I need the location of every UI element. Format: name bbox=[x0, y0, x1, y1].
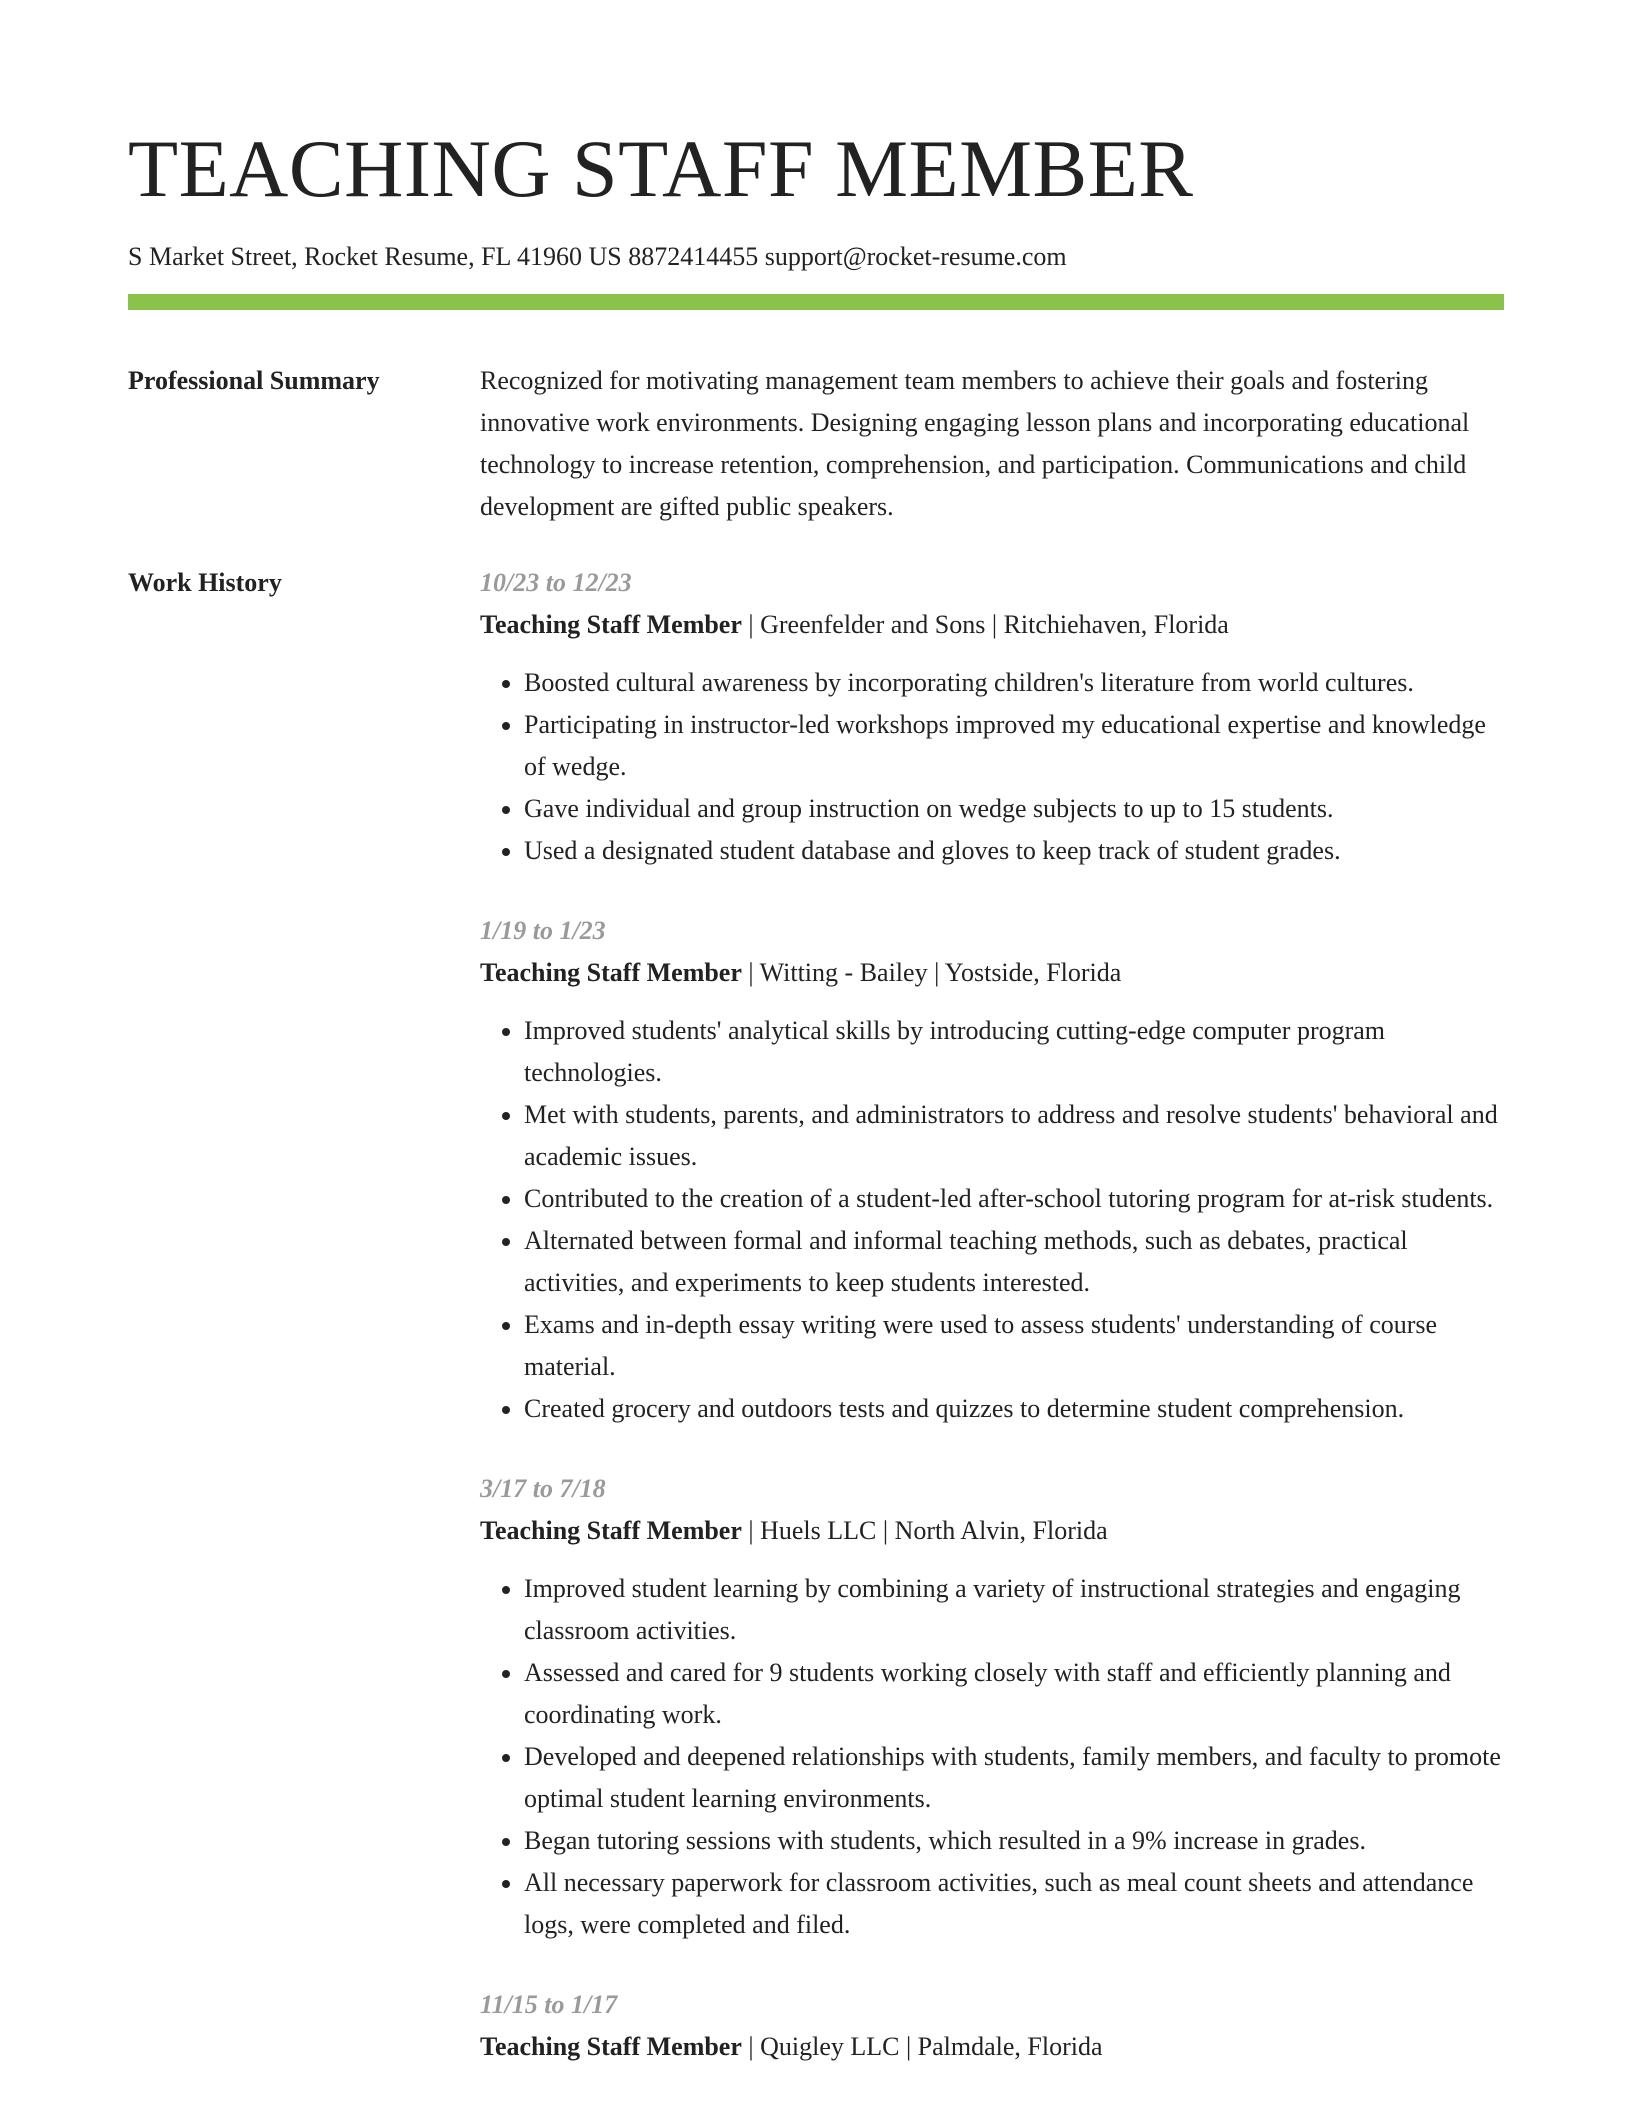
job-bullet: • Met with students, parents, and administrators to address and resolve students' behavioral and academic issues. bbox=[524, 1094, 1504, 1178]
header-accent-rule bbox=[128, 294, 1504, 310]
job-employer-location: | Huels LLC | North Alvin, Florida bbox=[741, 1516, 1108, 1545]
job-bullet: • All necessary paperwork for classroom activities, such as meal count sheets and attendance logs, were completed and filed. bbox=[524, 1862, 1504, 1946]
job-bullet: • Contributed to the creation of a student-led after-school tutoring program for at-risk students. bbox=[524, 1178, 1504, 1220]
contact-line: S Market Street, Rocket Resume, FL 41960 US 8872414455 support@rocket-resume.com bbox=[128, 242, 1067, 271]
job-dates: 1/19 to 1/23 bbox=[480, 916, 606, 945]
job-dates: 11/15 to 1/17 bbox=[480, 1990, 618, 2019]
job-heading bbox=[480, 952, 1504, 994]
summary-body bbox=[480, 360, 1504, 528]
job-bullet: • Began tutoring sessions with students, which resulted in a 9% increase in grades. bbox=[524, 1820, 1504, 1862]
resume-name: TEACHING STAFF MEMBER bbox=[128, 123, 1194, 214]
job-title: Teaching Staff Member bbox=[480, 1516, 742, 1545]
job-bullet: • Created grocery and outdoors tests and quizzes to determine student comprehension. bbox=[524, 1388, 1504, 1430]
job-heading bbox=[480, 2026, 1504, 2068]
job-title: Teaching Staff Member bbox=[480, 610, 742, 639]
job-bullet: • Gave individual and group instruction on wedge subjects to up to 15 students. bbox=[524, 788, 1504, 830]
job-bullet: • Developed and deepened relationships with students, family members, and faculty to promote optimal student learning environments. bbox=[524, 1736, 1504, 1820]
job-heading bbox=[480, 604, 1504, 646]
job-title: Teaching Staff Member bbox=[480, 958, 742, 987]
job-entry bbox=[480, 910, 1504, 1430]
job-employer-location: | Greenfelder and Sons | Ritchiehaven, Florida bbox=[741, 610, 1229, 639]
section-label-summary: Professional Summary bbox=[128, 366, 380, 395]
job-bullet-list bbox=[480, 1010, 1504, 1430]
job-dates: 3/17 to 7/18 bbox=[480, 1474, 606, 1503]
summary-text: Recognized for motivating management team members to achieve their goals and fostering innovative work environments. Designing engaging lesson plans and incorporating educational technology to increase retention, comprehension, and participation. Communications and child development are gifted public speakers. bbox=[480, 366, 1470, 521]
work-history-section bbox=[128, 562, 1504, 2106]
job-employer-location: | Witting - Bailey | Yostside, Florida bbox=[741, 958, 1122, 987]
work-history-body bbox=[480, 562, 1504, 2106]
job-bullet-list bbox=[480, 662, 1504, 872]
job-bullet: • Improved student learning by combining a variety of instructional strategies and engaging classroom activities. bbox=[524, 1568, 1504, 1652]
job-bullet: • Used a designated student database and gloves to keep track of student grades. bbox=[524, 830, 1504, 872]
job-title: Teaching Staff Member bbox=[480, 2032, 742, 2061]
resume-page bbox=[128, 0, 1504, 2106]
job-bullet: • Participating in instructor-led workshops improved my educational expertise and knowledge of wedge. bbox=[524, 704, 1504, 788]
job-entry bbox=[480, 562, 1504, 872]
job-bullet: • Improved students' analytical skills by introducing cutting-edge computer program technologies. bbox=[524, 1010, 1504, 1094]
job-bullet: • Boosted cultural awareness by incorporating children's literature from world cultures. bbox=[524, 662, 1504, 704]
job-bullet-list bbox=[480, 1568, 1504, 1946]
job-bullet: • Exams and in-depth essay writing were used to assess students' understanding of course material. bbox=[524, 1304, 1504, 1388]
job-bullet: • Alternated between formal and informal teaching methods, such as debates, practical activities, and experiments to keep students interested. bbox=[524, 1220, 1504, 1304]
section-label-work-history: Work History bbox=[128, 568, 282, 597]
professional-summary-section bbox=[128, 360, 1504, 528]
job-entry bbox=[480, 1468, 1504, 1946]
job-employer-location: | Quigley LLC | Palmdale, Florida bbox=[741, 2032, 1103, 2061]
job-heading bbox=[480, 1510, 1504, 1552]
job-bullet: • Assessed and cared for 9 students working closely with staff and efficiently planning and coordinating work. bbox=[524, 1652, 1504, 1736]
job-entry bbox=[480, 1984, 1504, 2068]
job-dates: 10/23 to 12/23 bbox=[480, 568, 632, 597]
